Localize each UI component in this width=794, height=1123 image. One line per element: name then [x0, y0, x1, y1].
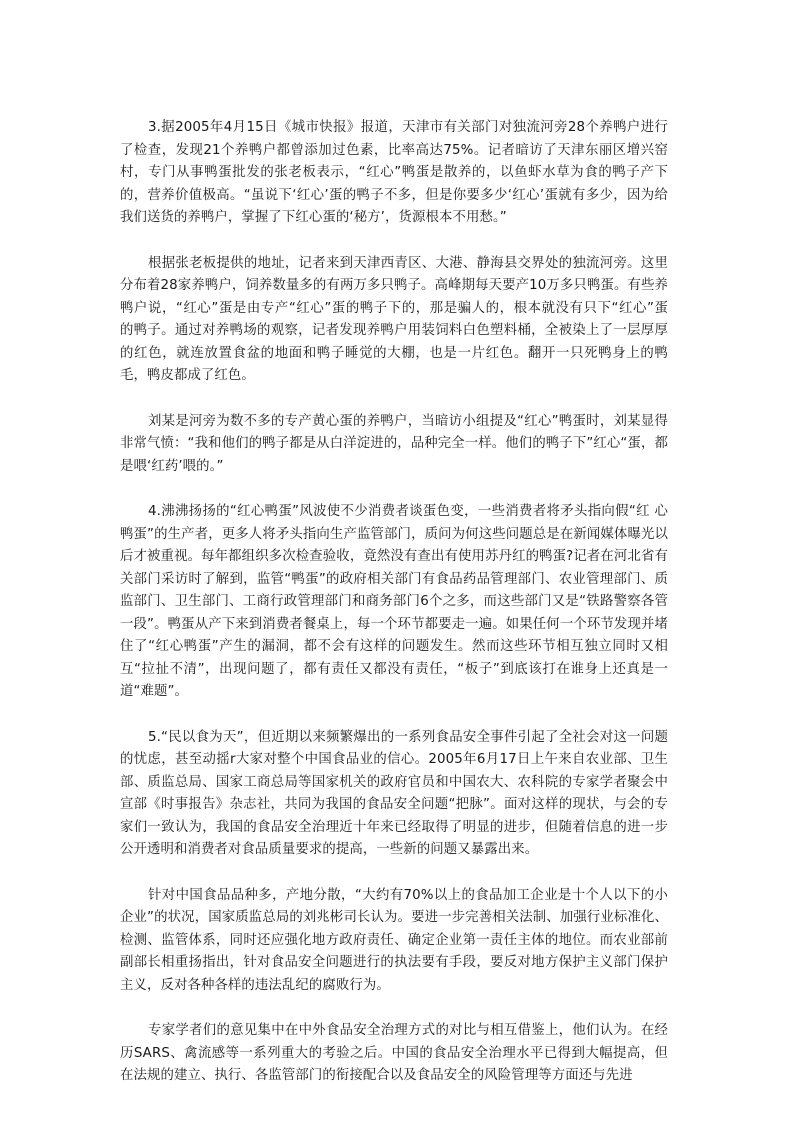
paragraph-7: 专家学者们的意见集中在中外食品安全治理方式的对比与相互借鉴上，他们认为。在经历SARS、禽流感等一系列重大的考验之后。中国的食品安全治理水平已得到大幅提高，但在法规的建立、执行、各监管部门的衔接配合以及食品安全的风险管理等方面还与先进: [120, 1023, 668, 1083]
paragraph-5: 5.“民以食为天”，但近期以来频繁爆出的一系列食品安全事件引起了全社会对这一问题的忧虑，甚至动摇r大家对整个中国食品业的信心。2005年6月17日上午来自农业部、卫生部、质监总局、国家工商总局等国家机关的政府官员和中国农大、农科院的专家学者聚会中宣部《时事报告》杂志社，共同为我国的食品安全问题“把脉”。面对这样的现状，与会的专家们一致认为，我国的食品安全治理近十年来已经取得了明显的进步，但随着信息的进一步公开透明和消费者对食品质量要求的提高，一些新的问题又暴露出来。: [120, 729, 668, 857]
document-body: [120, 117, 682, 1111]
paragraph-1: 3.据2005年4月15日《城市快报》报道，天津市有关部门对独流河旁28个养鸭户进行了检查，发现21个养鸭户都曾添加过色素，比率高达75%。记者暗访了天津东丽区增兴窑村，专门从事鸭蛋批发的张老板表示，“红心”鸭蛋是散养的，以鱼虾水草为食的鸭子产下的，营养价值极高。“虽说下‘红心’蛋的鸭子不多，但是你要多少‘红心’蛋就有多少，因为给我们送货的养鸭户，掌握了下红心蛋的‘秘方’，货源根本不用愁。”: [120, 120, 668, 225]
paragraph-2: 根据张老板提供的地址，记者来到天津西青区、大港、静海县交界处的独流河旁。这里分布着28家养鸭户，饲养数量多的有两万多只鸭子。高峰期每天要产10万多只鸭蛋。有些养鸭户说，“红心”蛋是由专产“红心”蛋的鸭子下的，那是骗人的，根本就没有只下“红心”蛋 的鸭子。通过对养鸭场的观察，记者发现养鸭户用装饲料白色塑料桶，全被染上了一层厚厚的红色，就连放置食盆的地面和鸭子睡觉的大棚，也是一片红色。翻开一只死鸭身上的鸭毛，鸭皮都成了红色。: [120, 255, 682, 383]
paragraph-4: 4.沸沸扬扬的“红心鸭蛋”风波使不少消费者谈蛋色变，一些消费者将矛头指向假“红 心鸭蛋”的生产者，更多人将矛头指向生产监管部门，质问为何这些问题总是在新闻媒体曝光以后才被重视。每年都组织多次检查验收，竟然没有查出有使用苏丹红的鸭蛋?记者在河北省有关部门采访时了解到，监管“鸭蛋”的政府相关部门有食品药品管理部门、农业管理部门、质监部门、卫生部门、工商行政管理部门和商务部门6个之多，而这些部门又是“铁路警察各管一段”。鸭蛋从产下来到消费者餐桌上，每一个环节都要走一遍。如果任何一个环节发现并堵住了“红心鸭蛋”产生的漏洞，都不会有这样的问题发生。然而这些环节相互独立同时又相互“拉扯不清”，出现问题了，都有责任又都没有责任，“板子”到底该打在谁身上还真是一道“难题”。: [120, 504, 668, 699]
paragraph-3: 刘某是河旁为数不多的专产黄心蛋的养鸭户，当暗访小组提及“红心”鸭蛋时，刘某显得非常气愤：“我和他们的鸭子都是从白洋淀进的，品种完全一样。他们的鸭子下”红心“蛋，都是喂‘红药’喂的。”: [120, 413, 668, 474]
paragraph-6: 针对中国食品品种多，产地分散，“大约有70%以上的食品加工企业是十个人以下的小企业”的状况，国家质监总局的刘兆彬司长认为。要进一步完善相关法制、加强行业标准化、检测、监管体系，同时还应强化地方政府责任、确定企业第一责任主体的地位。而农业部前副部长相重扬指出，针对食品安全问题进行的执法要有手段，要反对地方保护主义部门保护主义，反对各种各样的违法乱纪的腐败行为。: [120, 887, 668, 993]
